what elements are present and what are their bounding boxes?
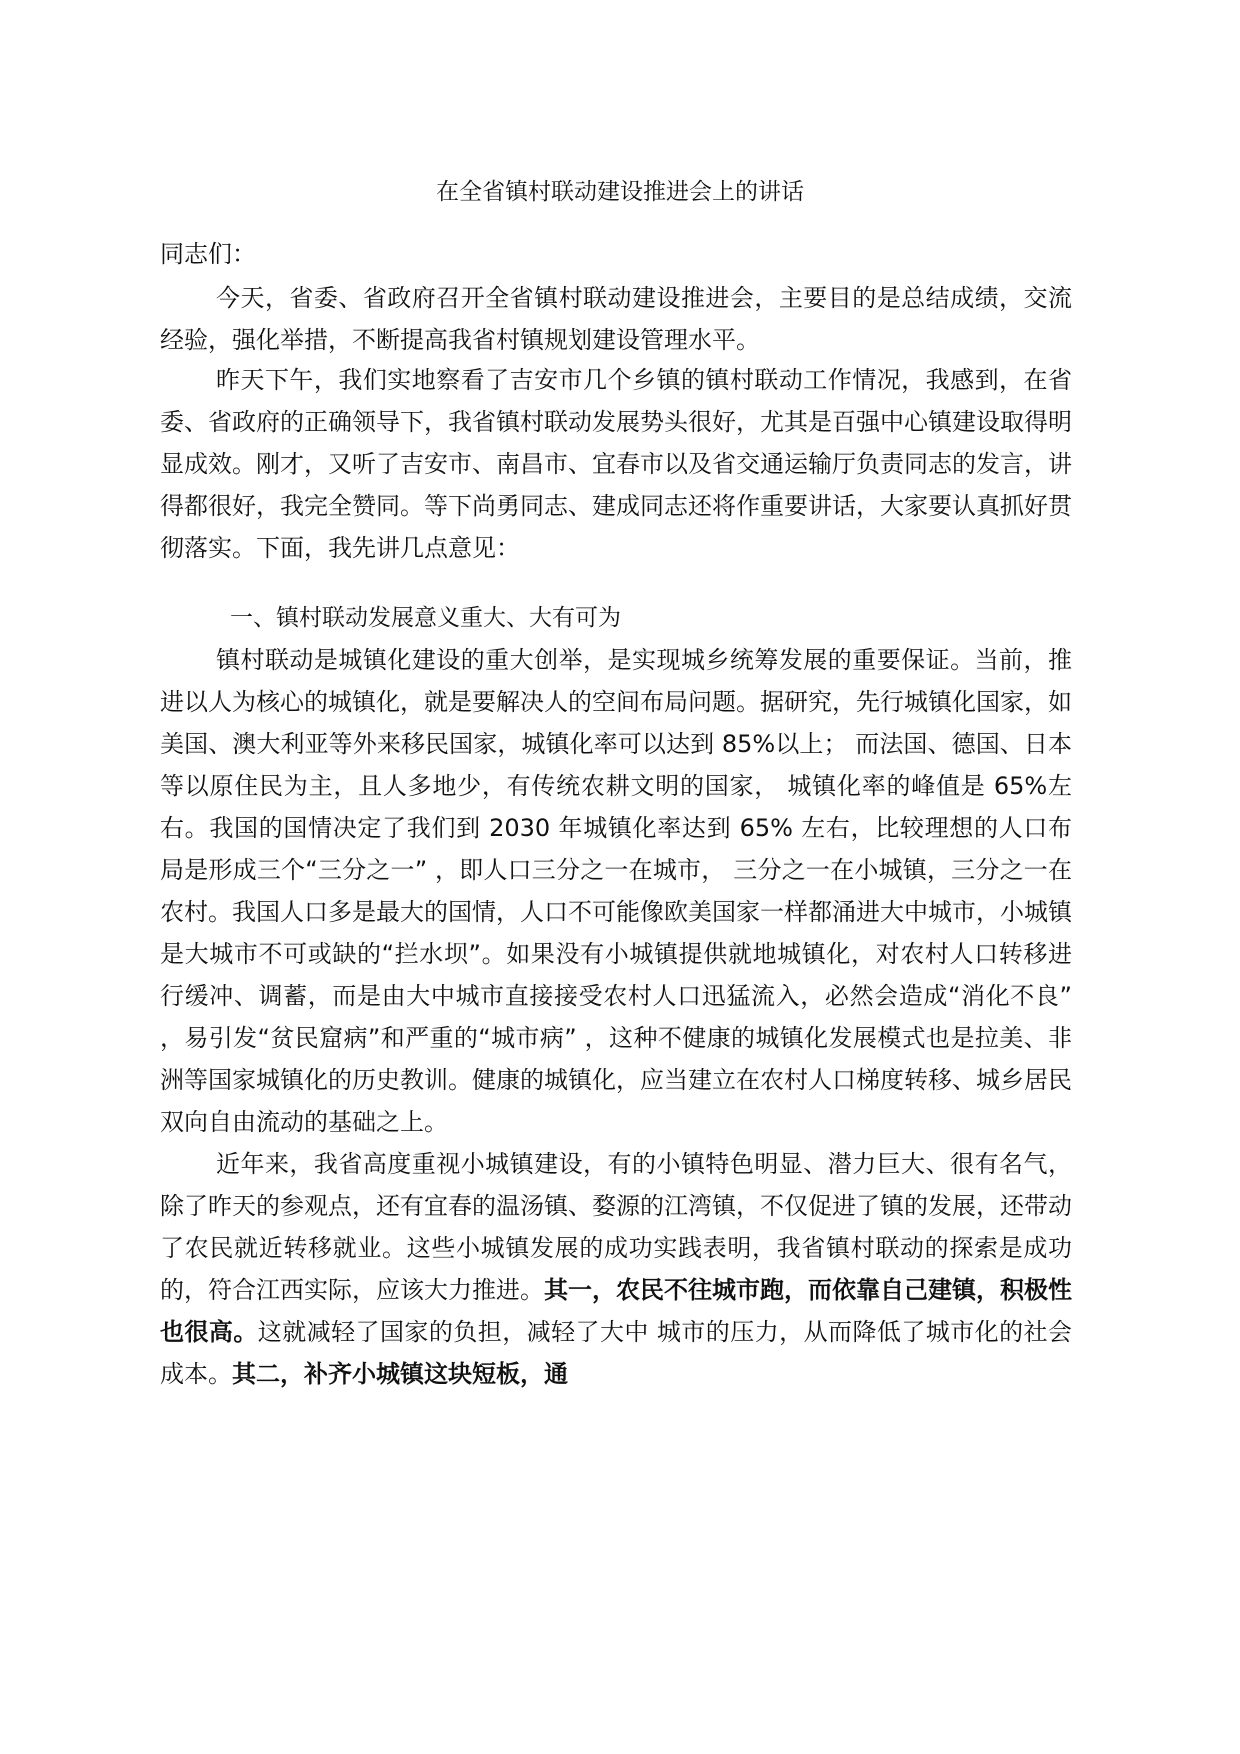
paragraph-text: 近年来，我省高度重视小城镇建设，有的小镇特色明显、潜力巨大、很有名气，除了昨天的参观点，还有宜春的温汤镇、婺源的江湾镇，不仅促进了镇的发展，还带动了农民就近转移就业。这些小城镇发展的成功实践表明，我省镇村联动的探索是成功的，符合江西实际，应该大力推进。 [160,1150,1072,1304]
section-heading-1: 一、镇村联动发展意义重大、大有可为 [230,605,621,631]
paragraph-text: 这就减轻了国家的负担，减轻了大中 城市的压力，从而降低了城市化的社会成本。 [160,1318,1072,1388]
paragraph-significance: 镇村联动是城镇化建设的重大创举，是实现城乡统筹发展的重要保证。当前，推进以人为核心的城镇化，就是要解决人的空间布局问题。据研究，先行城镇化国家，如美国、澳大利亚等外来移民国家，城镇化率可以达到 85%以上； 而法国、德国、日本等以原住民为主，且人多地少，有传统农耕文明的国家， 城镇化率的峰值是 65%左右。我国的国情决定了我们到 2030 年城镇化率达到 65% 左右，比较理想的人口布局是形成三个“三分之一” ，即人口三分之一在城市， 三分之一在小城镇，三分之一在农村。我国人口多是最大的国情，人口不可能像欧美国家一样都涌进大中城市，小城镇是大城市不可或缺的“拦水坝”。如果没有小城镇提供就地城镇化，对农村人口转移进行缓冲、调蓄，而是由大中城市直接接受农村人口迅猛流入，必然会造成“消化不良” ，易引发“贫民窟病”和严重的“城市病” ，这种不健康的城镇化发展模式也是拉美、非洲等国家城镇化的历史教训。健康的城镇化，应当建立在农村人口梯度转移、城乡居民双向自由流动的基础之上。 [160,646,1072,1136]
bold-point-1: 其一，农民不往城市跑，而依靠自己建镇，积极性也很高。 [160,1276,1072,1346]
document-title: 在全省镇村联动建设推进会上的讲话 [436,179,804,205]
paragraph-yesterday: 昨天下午，我们实地察看了吉安市几个乡镇的镇村联动工作情况，我感到，在省委、省政府的正确领导下，我省镇村联动发展势头很好，尤其是百强中心镇建设取得明显成效。刚才，又听了吉安市、南昌市、宜春市以及省交通运输厅负责同志的发言，讲得都很好，我完全赞同。等下尚勇同志、建成同志还将作重要讲话，大家要认真抓好贯彻落实。下面，我先讲几点意见： [160,366,1072,562]
salutation: 同志们： [160,240,256,268]
bold-point-2: 其二，补齐小城镇这块短板，通 [232,1360,568,1388]
paragraph-recent-years [160,1143,1072,1395]
paragraph-opening: 今天，省委、省政府召开全省镇村联动建设推进会，主要目的是总结成绩，交流经验，强化举措，不断提高我省村镇规划建设管理水平。 [160,284,1072,354]
